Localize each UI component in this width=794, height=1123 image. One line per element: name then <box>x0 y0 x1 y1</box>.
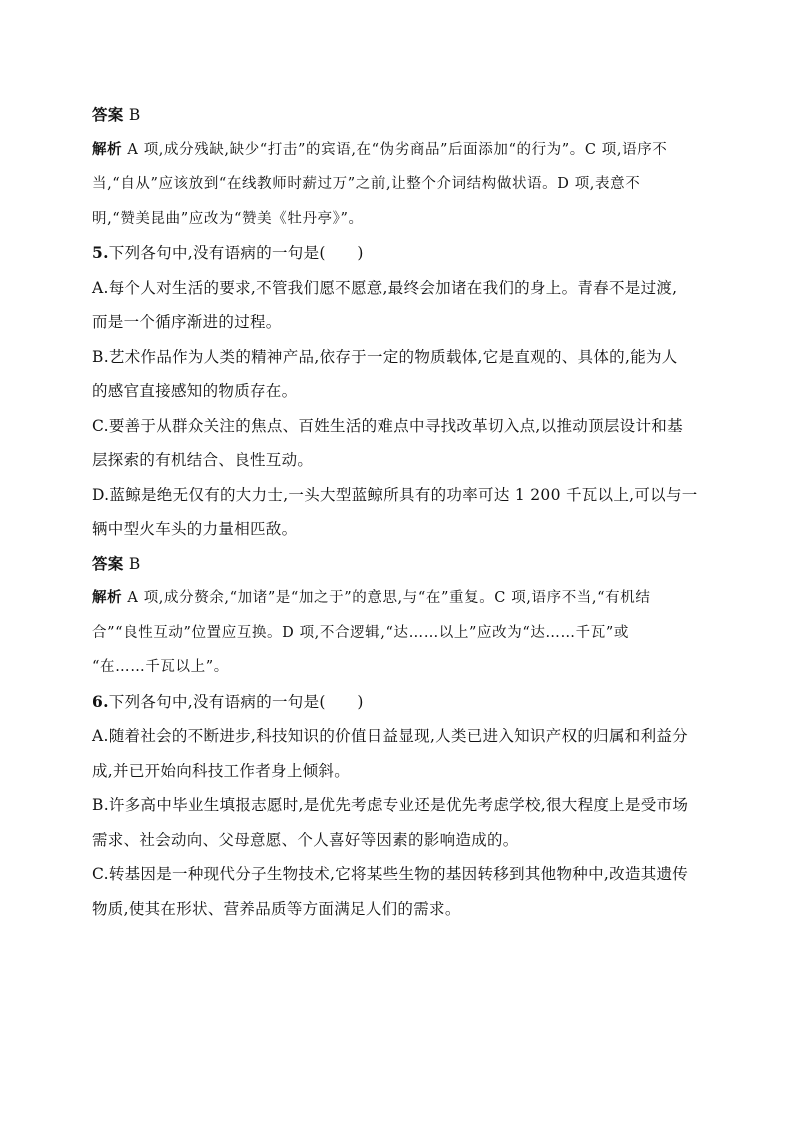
analysis-line: “在……千瓦以上”。 <box>92 659 229 675</box>
option-line: 层探索的有机结合、良性互动。 <box>92 451 314 469</box>
analysis-text: A 项,成分赘余,“加诸”是“加之于”的意思,与“在”重复。C 项,语序不当,“有机结 <box>122 590 651 606</box>
answer-line <box>92 98 704 133</box>
analysis-line <box>92 581 704 616</box>
option-line: C.转基因是一种现代分子生物技术,它将某些生物的基因转移到其他物种中,改造其遗传 <box>92 865 689 883</box>
document-page <box>92 98 704 926</box>
analysis-line: 合”“良性互动”位置应互换。D 项,不合逻辑,“达……以上”应改为“达……千瓦”或 <box>92 624 629 641</box>
question-stem <box>92 236 704 271</box>
answer-value: B <box>123 554 141 573</box>
option-line: 需求、社会动向、父母意愿、个人喜好等因素的影响造成的。 <box>92 830 519 849</box>
question-number: 5. <box>92 243 109 262</box>
question-stem <box>92 685 704 720</box>
option-line: B.许多高中毕业生填报志愿时,是优先考虑专业还是优先考虑学校,很大程度上是受市场 <box>92 796 689 814</box>
option-line: 辆中型火车头的力量相匹敌。 <box>92 520 298 538</box>
answer-line <box>92 547 704 582</box>
analysis-label: 解析 <box>92 140 123 158</box>
option-line: A.每个人对生活的要求,不管我们愿不愿意,最终会加诸在我们的身上。青春不是过渡, <box>92 278 678 297</box>
question-text: 下列各句中,没有语病的一句是( ) <box>108 692 364 711</box>
option-line: D.蓝鲸是绝无仅有的大力士,一头大型蓝鲸所具有的功率可达 1 200 千瓦以上,可以与一 <box>92 485 698 504</box>
option-line: C.要善于从群众关注的焦点、百姓生活的难点中寻找改革切入点,以推动顶层设计和基 <box>92 416 683 435</box>
analysis-line: 明,“赞美昆曲”应改为“赞美《牡丹亭》”。 <box>92 210 364 227</box>
option-line: A.随着社会的不断进步,科技知识的价值日益显现,人类已进入知识产权的归属和利益分 <box>92 727 688 745</box>
answer-value: B <box>123 106 141 124</box>
analysis-line <box>92 133 704 168</box>
option-line: 的感官直接感知的物质存在。 <box>92 382 298 400</box>
question-number: 6. <box>92 691 109 711</box>
answer-label: 答案 <box>92 553 124 573</box>
answer-label: 答案 <box>92 105 124 124</box>
option-line: 而是一个循序渐进的过程。 <box>92 313 282 331</box>
analysis-label: 解析 <box>92 589 123 606</box>
option-line: B.艺术作品作为人类的精神产品,依存于一定的物质载体,它是直观的、具体的,能为人 <box>92 347 678 366</box>
analysis-text: A 项,成分残缺,缺少“打击”的宾语,在“伪劣商品”后面添加“的行为”。C 项,语序不 <box>122 141 668 158</box>
analysis-line: 当,“自从”应该放到“在线教师时薪过万”之前,让整个介词结构做状语。D 项,表意不 <box>92 176 641 192</box>
option-line: 成,并已开始向科技工作者身上倾斜。 <box>92 761 351 780</box>
option-line: 物质,使其在形状、营养品质等方面满足人们的需求。 <box>92 899 461 918</box>
question-text: 下列各句中,没有语病的一句是( ) <box>108 244 364 262</box>
